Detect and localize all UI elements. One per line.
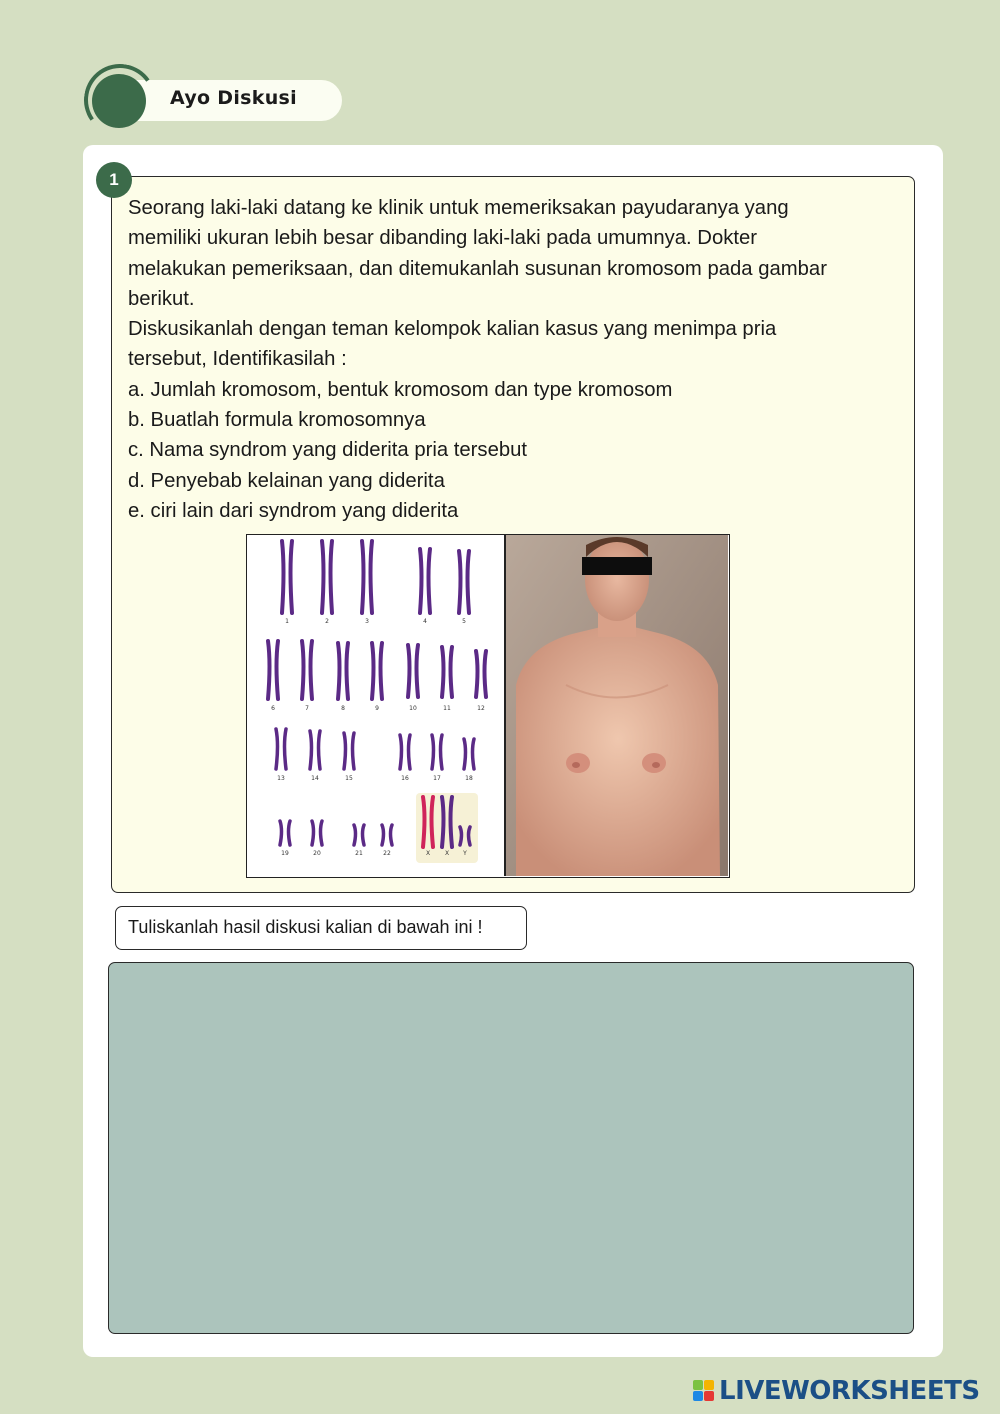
chromosome-label: X [425, 850, 431, 857]
chromosome-X [451, 797, 453, 847]
chromosome-7 [302, 641, 304, 699]
chromosome-label: 16 [401, 775, 409, 782]
chromosome-label: 12 [477, 705, 485, 712]
chromosome-8 [347, 643, 349, 699]
chromosome-22 [391, 825, 393, 845]
chromosome-9 [372, 643, 374, 699]
chromosome-16 [409, 735, 411, 769]
chromosome-4 [420, 549, 422, 613]
chromosome-19 [280, 821, 282, 845]
liveworksheets-logo [693, 1374, 980, 1408]
chromosome-6 [268, 641, 270, 699]
chromosome-label: 14 [311, 775, 319, 782]
chromosome-label: 4 [423, 618, 427, 625]
chromosome-7 [311, 641, 313, 699]
chromosome-22 [382, 825, 384, 845]
chromosome-12 [476, 651, 478, 697]
chromosome-label: 20 [313, 850, 321, 857]
chromosome-17 [432, 735, 434, 769]
chromosome-label: 1 [285, 618, 289, 625]
chromosome-5 [459, 551, 461, 613]
chromosome-9 [381, 643, 383, 699]
question-line: tersebut, Identifikasilah : [128, 348, 347, 371]
chromosome-6 [277, 641, 279, 699]
chromosome-label: 6 [271, 705, 275, 712]
chromosome-10 [417, 645, 419, 697]
chromosome-label: 9 [375, 705, 379, 712]
chromosome-label: 15 [345, 775, 353, 782]
chromosome-label: 7 [305, 705, 309, 712]
question-number-badge: 1 [96, 162, 132, 198]
chromosome-label: 19 [281, 850, 289, 857]
chromosome-2 [331, 541, 333, 613]
liveworksheets-brand: LIVEWORKSHEETS [719, 1376, 980, 1406]
chromosome-15 [353, 733, 355, 769]
chromosome-10 [408, 645, 410, 697]
chromosome-14 [310, 731, 312, 769]
question-line: Diskusikanlah dengan teman kelompok kalian kasus yang menimpa pria [128, 318, 777, 341]
chromosome-X [432, 797, 434, 847]
chromosome-label: 5 [462, 618, 466, 625]
chromosome-X [442, 797, 444, 847]
question-item-c: c. Nama syndrom yang diderita pria tersebut [128, 439, 528, 462]
chromosome-label: 8 [341, 705, 345, 712]
chromosome-8 [338, 643, 340, 699]
chromosome-label: 18 [465, 775, 473, 782]
question-item-a: a. Jumlah kromosom, bentuk kromosom dan type kromosom [128, 378, 673, 401]
liveworksheets-icon [693, 1380, 715, 1402]
chromosome-label: 17 [433, 775, 441, 782]
chromosome-1 [291, 541, 293, 613]
chromosome-20 [321, 821, 323, 845]
question-item-e: e. ciri lain dari syndrom yang diderita [128, 499, 459, 522]
chromosome-13 [285, 729, 287, 769]
chromosome-label: Y [463, 850, 467, 857]
instruction-label: Tuliskanlah hasil diskusi kalian di bawah ini ! [115, 906, 527, 950]
chromosome-14 [319, 731, 321, 769]
question-line: berikut. [128, 287, 195, 310]
chromosome-label: 2 [325, 618, 329, 625]
question-line: Seorang laki-laki datang ke klinik untuk memeriksakan payudaranya yang [128, 197, 789, 219]
chromosome-16 [400, 735, 402, 769]
chromosome-18 [464, 739, 466, 769]
chromosome-label: 10 [409, 705, 417, 712]
chromosome-label: 22 [383, 850, 391, 857]
chromosome-11 [451, 647, 453, 697]
chromosome-11 [442, 647, 444, 697]
chromosome-1 [282, 541, 284, 613]
chromosome-3 [362, 541, 364, 613]
chromosome-4 [429, 549, 431, 613]
chromosome-20 [312, 821, 314, 845]
chromosome-label: X [444, 850, 450, 857]
chromosome-21 [363, 825, 365, 845]
chromosome-19 [289, 821, 291, 845]
chromosome-label: 3 [365, 618, 369, 625]
chromosome-21 [354, 825, 356, 845]
question-line: melakukan pemeriksaan, dan ditemukanlah susunan kromosom pada gambar [128, 257, 827, 280]
chromosome-13 [276, 729, 278, 769]
question-item-b: b. Buatlah formula kromosomnya [128, 409, 426, 432]
karyotype-image [247, 535, 505, 876]
chromosome-5 [468, 551, 470, 613]
chromosome-X [423, 797, 425, 847]
chromosome-label: 11 [443, 705, 451, 712]
chromosome-Y [469, 827, 471, 845]
patient-photo [506, 535, 728, 876]
chromosome-2 [322, 541, 324, 613]
chromosome-12 [485, 651, 487, 697]
karyotype-figure [246, 534, 730, 878]
section-title: Ayo Diskusi [170, 87, 297, 109]
chromosome-label: 21 [355, 850, 363, 857]
question-text [128, 193, 898, 526]
question-line: memiliki ukuran lebih besar dibanding laki-laki pada umumnya. Dokter [128, 227, 758, 250]
chromosome-18 [473, 739, 475, 769]
chromosome-label: 13 [277, 775, 285, 782]
chromosome-Y [460, 827, 462, 845]
chromosome-17 [441, 735, 443, 769]
answer-textarea[interactable] [108, 962, 914, 1334]
chromosome-3 [371, 541, 373, 613]
question-item-d: d. Penyebab kelainan yang diderita [128, 469, 445, 492]
header-circle-icon [92, 74, 146, 128]
chromosome-15 [344, 733, 346, 769]
